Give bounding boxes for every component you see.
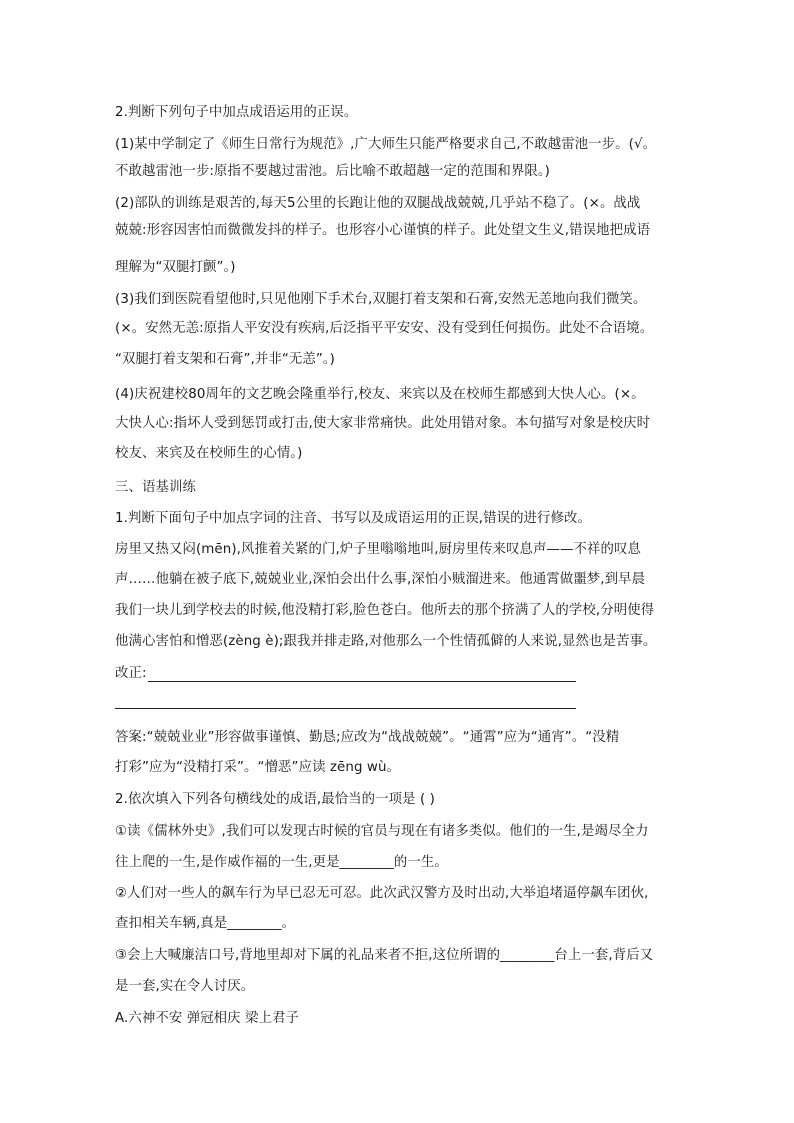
item-2-line-2: 兢兢:形容因害怕而微微发抖的样子。也形容小心谨慎的样子。此处望文生义,错误地把成语: [115, 223, 651, 238]
item-2-line-1: (2)部队的训练是艰苦的,每天5公里的长跑让他的双腿战战兢兢,几乎站不稳了。(×。战战: [115, 196, 641, 211]
q2-sentence-1-line-2: 往上爬的一生,是作威作福的一生,更是________的一生。: [115, 855, 448, 870]
fix-label: 改正:: [115, 666, 147, 681]
item-2-line-3: 理解为“双腿打颤”。): [115, 260, 236, 275]
answer-line-2: [115, 708, 576, 709]
q1-answer-line-2: 打彩”应为“没精打采”。“憎恶”应读 zēng wù。: [115, 760, 401, 775]
q2-sentence-2-line-2: 查扣相关车辆,真是________。: [115, 916, 296, 931]
q2-sentence-3-line-1: ③会上大喊廉洁口号,背地里却对下属的礼品来者不拒,这位所谓的________台上一套,背后又: [115, 948, 654, 963]
q2-option-a: A.六神不安 弹冠相庆 梁上君子: [115, 1011, 299, 1026]
q1-passage-line-4: 他满心害怕和憎恶(zèng è);跟我并排走路,对他那么一个性情孤僻的人来说,显然也是苦事。: [115, 634, 657, 649]
q1-title: 1.判断下面句子中加点字词的注音、书写以及成语运用的正误,错误的进行修改。: [115, 511, 592, 526]
answer-line-1: [148, 681, 576, 682]
section2-title: 2.判断下列句子中加点成语运用的正误。: [115, 105, 358, 120]
item-3-line-3: “双腿打着支架和石膏”,并非“无恙”。): [115, 352, 335, 367]
q2-sentence-1-line-1: ①读《儒林外史》,我们可以发现古时候的官员与现在有诸多类似。他们的一生,是竭尽全力: [115, 824, 649, 839]
item-4-line-2: 大快人心:指坏人受到惩罚或打击,使大家非常痛快。此处用错对象。本句描写对象是校庆时: [115, 416, 651, 431]
q1-passage-line-3: 我们一块儿到学校去的时候,他没精打彩,脸色苍白。他所去的那个挤满了人的学校,分明使得: [115, 603, 655, 618]
q1-answer-line-1: 答案:“兢兢业业”形容做事谨慎、勤恳;应改为“战战兢兢”。“通霄”应为“通宵”。“没精: [115, 730, 620, 745]
q1-passage-line-2: 声……他躺在被子底下,兢兢业业,深怕会出什么事,深怕小贼溜进来。他通霄做噩梦,到早晨: [115, 572, 646, 587]
q2-sentence-2-line-1: ②人们对一些人的飙车行为早已忍无可忍。此次武汉警方及时出动,大举追堵逼停飙车团伙,: [115, 886, 649, 901]
q2-sentence-3-line-2: 是一套,实在令人讨厌。: [115, 979, 255, 994]
q2-title: 2.依次填入下列各句横线处的成语,最恰当的一项是 ( ): [115, 792, 435, 807]
item-1-line-1: (1)某中学制定了《师生日常行为规范》,广大师生只能严格要求自己,不敢越雷池一步。(√。: [115, 137, 657, 152]
item-3-line-2: (×。安然无恙:原指人平安没有疾病,后泛指平平安安、没有受到任何损伤。此处不合语境。: [115, 321, 654, 336]
section3-title: 三、语基训练: [115, 480, 196, 495]
q1-passage-line-1: 房里又热又闷(mēn),风推着关紧的门,炉子里嗡嗡地叫,厨房里传来叹息声——不祥的叹息: [115, 542, 641, 557]
item-1-line-2: 不敢越雷池一步:原指不要越过雷池。后比喻不敢超越一定的范围和界限。): [115, 164, 550, 179]
item-4-line-1: (4)庆祝建校80周年的文艺晚会隆重举行,校友、来宾以及在校师生都感到大快人心。(×。: [115, 387, 645, 402]
item-4-line-3: 校友、来宾及在校师生的心情。): [115, 446, 303, 461]
item-3-line-1: (3)我们到医院看望他时,只见他刚下手术台,双腿打着支架和石膏,安然无恙地向我们微笑。: [115, 292, 647, 307]
